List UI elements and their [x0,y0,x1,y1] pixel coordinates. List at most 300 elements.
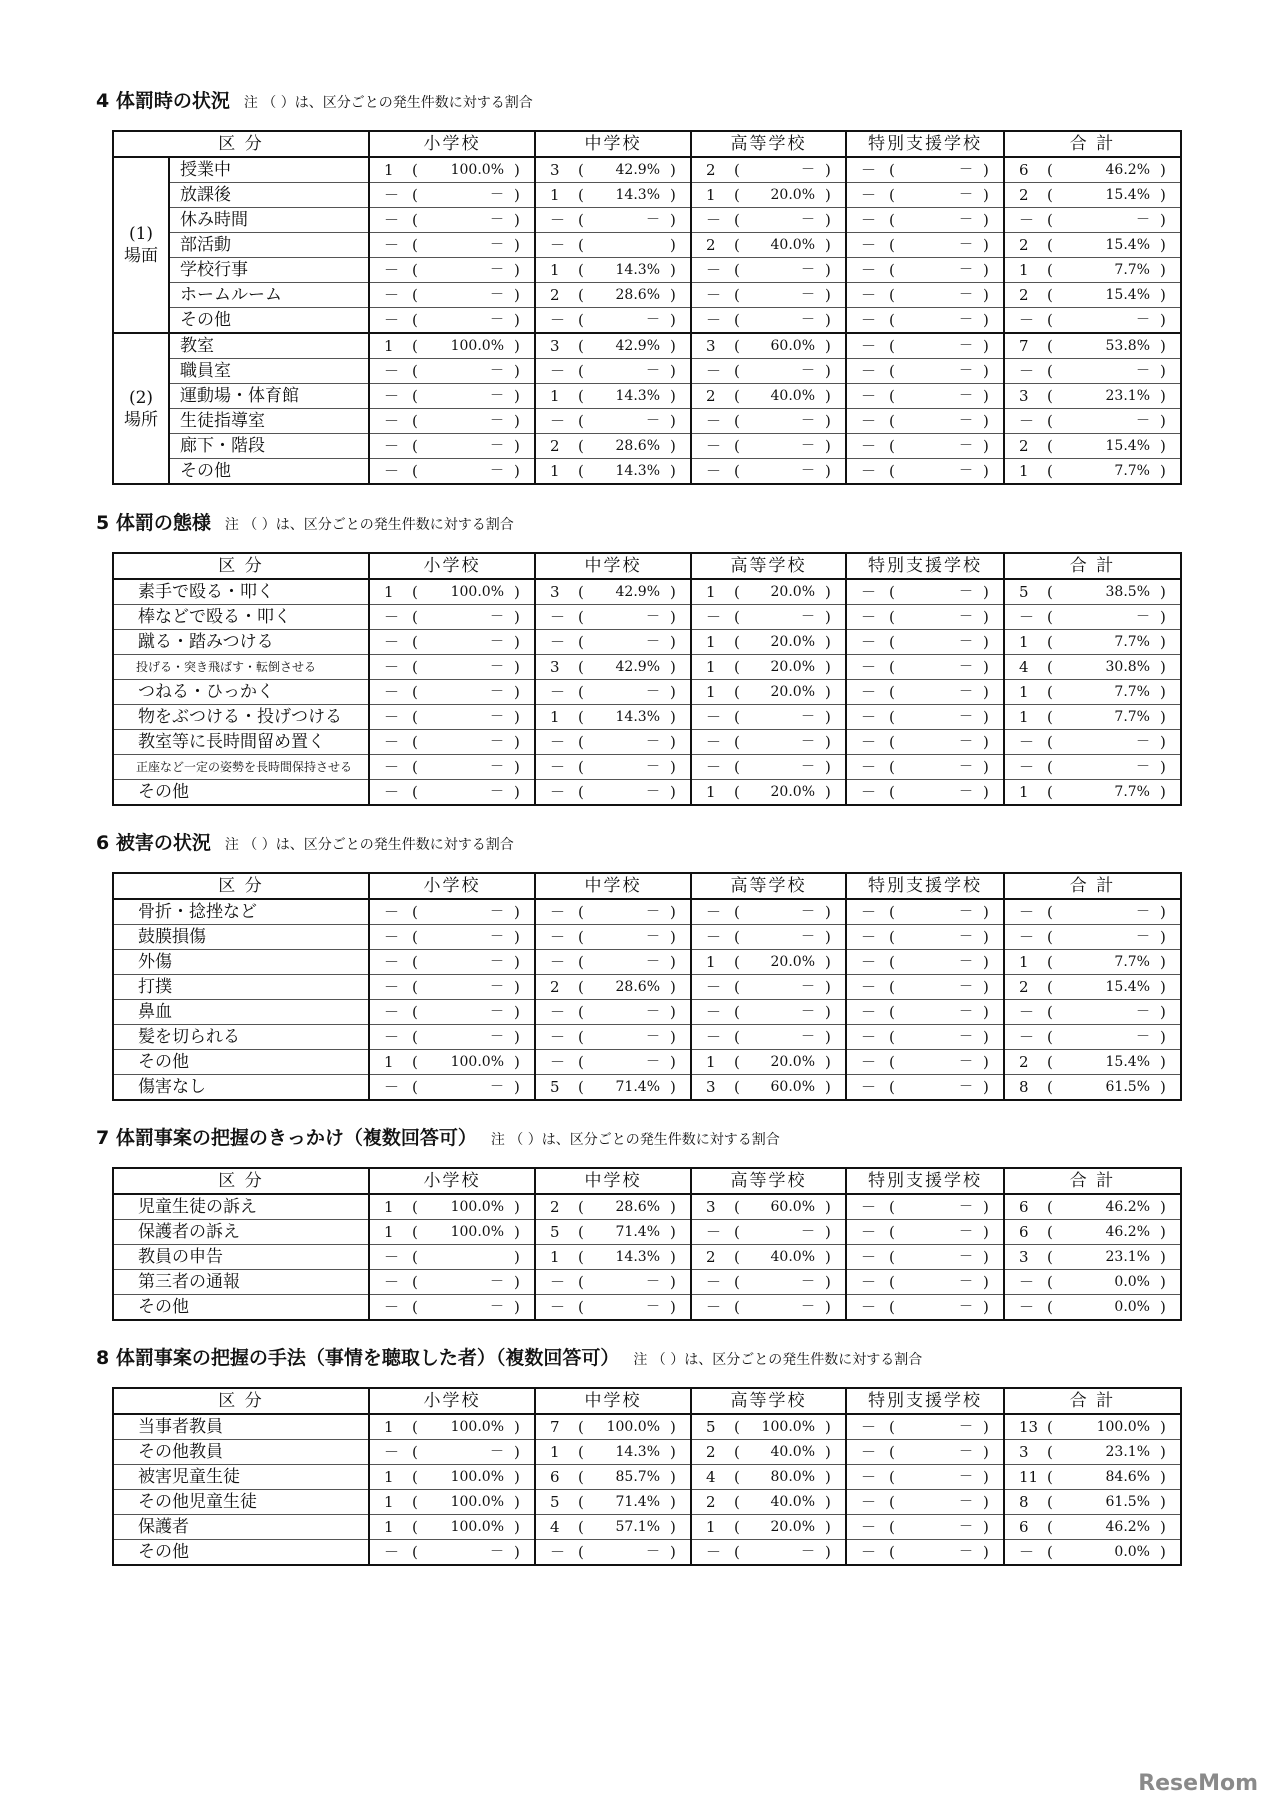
paren-open: ( [1047,733,1053,751]
row-label: 保護者 [113,1515,369,1540]
percent: － [1136,609,1150,625]
percent: － [959,363,973,379]
paren-close: ) [825,236,831,254]
paren-open: ( [412,928,418,946]
count-percent [847,655,1003,679]
count-percent [1005,975,1180,999]
percent: － [959,287,973,303]
data-cell [846,1025,1004,1050]
count-percent [536,384,690,408]
data-cell [369,1075,535,1101]
paren-open: ( [1047,286,1053,304]
paren-open: ( [412,1248,418,1266]
count-percent [1005,1515,1180,1539]
data-cell [846,1220,1004,1245]
data-cell [846,283,1004,308]
percent: 15.4% [1105,979,1150,995]
row-label: その他児童生徒 [113,1490,369,1515]
count: － [861,978,877,996]
paren-close: ) [825,953,831,971]
data-cell [691,409,846,434]
percent: － [490,709,504,725]
data-cell [691,605,846,630]
percent: － [959,1004,973,1020]
paren-close: ) [514,1443,520,1461]
paren-close: ) [514,608,520,626]
count: 13 [1019,1418,1039,1436]
count-percent [692,1220,845,1244]
data-cell [1004,308,1181,334]
count-percent [692,1075,845,1099]
paren-open: ( [734,733,740,751]
paren-close: ) [983,1248,989,1266]
count: － [861,633,877,651]
paren-open: ( [578,608,584,626]
count: － [861,783,877,801]
table-row [113,1540,1181,1566]
section-title [96,1125,780,1151]
column-header: 特別支援学校 [846,131,1004,157]
data-cell [691,1245,846,1270]
paren-open: ( [889,608,895,626]
count: － [861,608,877,626]
count: － [861,1298,877,1316]
count-percent [536,283,690,307]
count: 8 [1019,1493,1029,1511]
data-cell [535,1000,691,1025]
paren-open: ( [578,186,584,204]
data-cell [1004,579,1181,605]
count: － [706,733,722,751]
data-cell [846,1194,1004,1220]
data-cell [369,333,535,359]
count-percent [847,208,1003,232]
paren-close: ) [825,1468,831,1486]
paren-close: ) [1160,1223,1166,1241]
paren-open: ( [734,1028,740,1046]
data-cell [1004,1414,1181,1440]
paren-close: ) [825,1028,831,1046]
data-cell [1004,925,1181,950]
data-cell [535,1025,691,1050]
paren-open: ( [889,1468,895,1486]
paren-open: ( [734,1248,740,1266]
paren-open: ( [578,261,584,279]
count: － [550,1543,566,1561]
paren-close: ) [514,337,520,355]
data-cell [691,1295,846,1321]
paren-close: ) [514,211,520,229]
section-title-text: 4 体罰時の状況 [96,90,230,112]
paren-close: ) [983,583,989,601]
column-header: 合 計 [1004,1168,1181,1194]
count: － [384,633,400,651]
count-percent [692,950,845,974]
data-cell [1004,780,1181,806]
paren-open: ( [412,236,418,254]
paren-close: ) [983,1198,989,1216]
percent: － [959,979,973,995]
paren-close: ) [670,1493,676,1511]
percent: 71.4% [615,1079,660,1095]
count: － [384,387,400,405]
paren-open: ( [578,286,584,304]
count-percent [536,900,690,924]
paren-open: ( [734,1223,740,1241]
section-title-text: 5 体罰の態様 [96,512,211,534]
paren-open: ( [889,903,895,921]
paren-open: ( [734,1003,740,1021]
count: 1 [706,783,716,801]
data-cell [691,899,846,925]
paren-open: ( [578,211,584,229]
count: － [706,708,722,726]
count: － [384,311,400,329]
paren-open: ( [889,683,895,701]
count: 3 [706,1198,716,1216]
count: 4 [550,1518,560,1536]
count-percent [1005,158,1180,182]
count: 1 [550,708,560,726]
paren-close: ) [514,1223,520,1241]
percent: － [959,1029,973,1045]
count: － [861,161,877,179]
count-percent [847,1000,1003,1024]
data-cell [369,1490,535,1515]
data-cell [846,157,1004,183]
paren-close: ) [825,1223,831,1241]
paren-open: ( [1047,311,1053,329]
table-row [113,630,1181,655]
data-cell [691,459,846,485]
data-cell [535,1440,691,1465]
paren-open: ( [1047,211,1053,229]
paren-open: ( [1047,583,1053,601]
paren-open: ( [889,658,895,676]
count-percent [536,1025,690,1049]
count-percent [692,1245,845,1269]
paren-open: ( [412,583,418,601]
count-percent [1005,680,1180,704]
data-cell [1004,1490,1181,1515]
data-cell [1004,183,1181,208]
paren-close: ) [670,758,676,776]
paren-open: ( [1047,362,1053,380]
count: － [384,1248,400,1266]
percent: － [959,413,973,429]
paren-open: ( [889,1418,895,1436]
count-percent [847,1515,1003,1539]
table-row [113,1075,1181,1101]
percent: － [490,734,504,750]
percent: － [490,1004,504,1020]
data-cell [846,384,1004,409]
paren-close: ) [514,1518,520,1536]
count: － [384,928,400,946]
count-percent [692,334,845,358]
row-label: 蹴る・踏みつける [113,630,369,655]
paren-open: ( [1047,1198,1053,1216]
count-percent [1005,1540,1180,1564]
paren-close: ) [825,1298,831,1316]
paren-open: ( [578,236,584,254]
count-percent [847,1050,1003,1074]
count-percent [692,630,845,654]
data-cell [1004,1075,1181,1101]
paren-open: ( [734,1443,740,1461]
data-cell [369,1540,535,1566]
paren-open: ( [889,928,895,946]
data-cell [369,459,535,485]
column-header: 小学校 [369,873,535,899]
count: 2 [1019,978,1029,996]
count: － [861,1443,877,1461]
paren-close: ) [825,437,831,455]
paren-close: ) [825,658,831,676]
data-cell [535,1050,691,1075]
count-percent [847,1245,1003,1269]
paren-open: ( [734,1053,740,1071]
data-cell [846,1515,1004,1540]
count: － [861,658,877,676]
count: 2 [1019,437,1029,455]
data-cell [846,1414,1004,1440]
paren-close: ) [825,1418,831,1436]
paren-open: ( [412,1053,418,1071]
count-percent [370,1515,534,1539]
paren-close: ) [670,583,676,601]
percent: － [646,609,660,625]
table-row [113,780,1181,806]
paren-open: ( [734,261,740,279]
paren-close: ) [983,1028,989,1046]
paren-close: ) [514,1198,520,1216]
paren-close: ) [670,1518,676,1536]
paren-open: ( [578,683,584,701]
percent: － [959,1199,973,1215]
paren-open: ( [578,1518,584,1536]
count-percent [370,900,534,924]
count-percent [536,158,690,182]
count: 2 [550,437,560,455]
data-cell [1004,409,1181,434]
count: － [706,362,722,380]
data-cell [369,579,535,605]
paren-close: ) [1160,1543,1166,1561]
count: － [861,1028,877,1046]
data-cell [846,975,1004,1000]
paren-close: ) [670,1248,676,1266]
paren-close: ) [825,903,831,921]
count: 1 [706,1053,716,1071]
row-label: 当事者教員 [113,1414,369,1440]
paren-close: ) [1160,462,1166,480]
count: － [861,311,877,329]
percent: － [801,262,815,278]
count: － [1019,928,1035,946]
data-cell [691,384,846,409]
data-cell [535,1075,691,1101]
data-cell [369,183,535,208]
percent: 80.0% [770,1469,815,1485]
count-percent [847,384,1003,408]
paren-open: ( [578,903,584,921]
paren-close: ) [670,437,676,455]
count-percent [370,655,534,679]
paren-close: ) [514,1078,520,1096]
paren-close: ) [514,783,520,801]
data-cell [691,1000,846,1025]
count-percent [370,630,534,654]
column-header: 小学校 [369,553,535,579]
percent: － [959,1079,973,1095]
count-percent [370,705,534,729]
count: － [1019,1003,1035,1021]
data-cell [535,333,691,359]
count-percent [1005,283,1180,307]
data-cell [846,359,1004,384]
paren-open: ( [412,1518,418,1536]
section-7 [96,1125,1166,1317]
column-header: 小学校 [369,1388,535,1414]
count: 5 [550,1493,560,1511]
row-label: 部活動 [169,233,369,258]
count: 1 [384,1418,394,1436]
data-cell [535,283,691,308]
percent: 40.0% [770,237,815,253]
column-header: 中学校 [535,1388,691,1414]
column-header: 中学校 [535,1168,691,1194]
paren-open: ( [734,608,740,626]
percent: － [801,1004,815,1020]
row-label: その他教員 [113,1440,369,1465]
paren-open: ( [578,1418,584,1436]
section-title-text: 8 体罰事案の把握の手法（事情を聴取した者）（複数回答可） [96,1347,620,1369]
paren-open: ( [578,362,584,380]
count-percent [1005,1295,1180,1319]
count-percent [370,158,534,182]
data-cell [1004,157,1181,183]
data-cell [1004,1245,1181,1270]
percent: － [490,904,504,920]
row-label: 休み時間 [169,208,369,233]
paren-open: ( [1047,1273,1053,1291]
table-row [113,579,1181,605]
percent: 20.0% [770,584,815,600]
row-label: 傷害なし [113,1075,369,1101]
count-percent [370,1295,534,1319]
count-percent [692,900,845,924]
count: 1 [384,1053,394,1071]
percent: 14.3% [615,388,660,404]
data-cell [369,755,535,780]
row-label: 学校行事 [169,258,369,283]
paren-open: ( [889,362,895,380]
table-row [113,258,1181,283]
percent: 0.0% [1114,1299,1150,1315]
percent: － [801,212,815,228]
count-percent [536,258,690,282]
percent: － [959,1249,973,1265]
percent: － [490,609,504,625]
count-percent [1005,1195,1180,1219]
paren-open: ( [889,1443,895,1461]
data-cell [535,258,691,283]
percent: － [959,237,973,253]
percent: 38.5% [1105,584,1150,600]
row-label: 被害児童生徒 [113,1465,369,1490]
paren-close: ) [1160,608,1166,626]
count-percent [847,1540,1003,1564]
count: － [706,211,722,229]
percent: 7.7% [1114,709,1150,725]
count: 1 [1019,462,1029,480]
count: － [706,758,722,776]
count-percent [1005,459,1180,483]
percent: － [1136,312,1150,328]
percent: － [801,1274,815,1290]
paren-close: ) [514,261,520,279]
paren-close: ) [514,412,520,430]
data-cell [846,1000,1004,1025]
count-percent [1005,1415,1180,1439]
count: 3 [1019,387,1029,405]
count-percent [1005,258,1180,282]
data-cell [691,1440,846,1465]
paren-open: ( [412,1273,418,1291]
paren-open: ( [578,633,584,651]
paren-close: ) [514,1028,520,1046]
paren-close: ) [983,683,989,701]
paren-close: ) [670,1053,676,1071]
paren-close: ) [514,1543,520,1561]
data-cell [369,1194,535,1220]
count-percent [536,1515,690,1539]
paren-open: ( [412,186,418,204]
count: － [706,311,722,329]
section-title-text: 6 被害の状況 [96,832,211,854]
count: － [550,758,566,776]
count: － [861,708,877,726]
count: － [550,311,566,329]
count: － [384,186,400,204]
data-cell [369,1270,535,1295]
percent: － [801,609,815,625]
paren-open: ( [578,462,584,480]
paren-open: ( [889,758,895,776]
count-percent [370,1195,534,1219]
count: － [384,286,400,304]
paren-close: ) [825,583,831,601]
percent: － [801,709,815,725]
count: 1 [384,337,394,355]
count-percent [1005,183,1180,207]
data-cell [1004,630,1181,655]
paren-close: ) [670,928,676,946]
section-title [96,88,533,114]
paren-close: ) [670,211,676,229]
paren-open: ( [889,186,895,204]
paren-close: ) [983,633,989,651]
data-cell [535,359,691,384]
paren-close: ) [514,286,520,304]
paren-open: ( [734,783,740,801]
column-header: 高等学校 [691,873,846,899]
count-percent [536,1220,690,1244]
count: － [861,928,877,946]
count: － [706,261,722,279]
paren-open: ( [412,903,418,921]
